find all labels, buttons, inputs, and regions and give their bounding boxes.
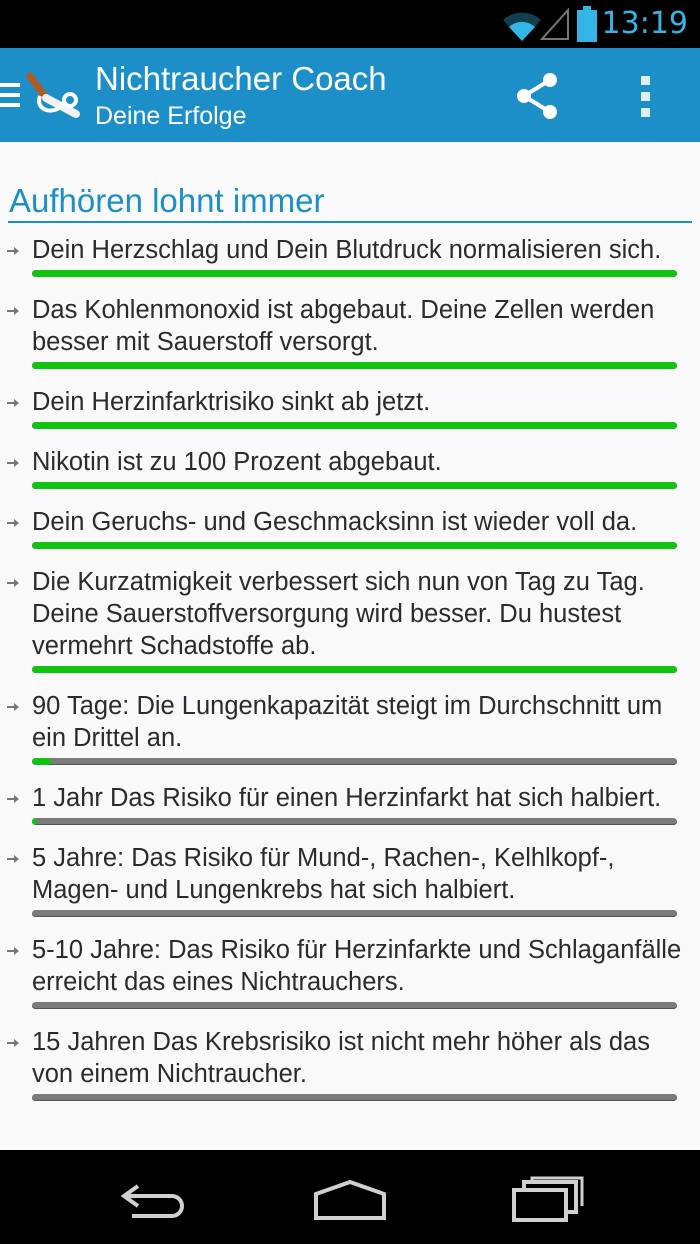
milestone-text: Nikotin ist zu 100 Prozent abgebaut. bbox=[32, 448, 442, 476]
milestone-item bbox=[0, 782, 700, 825]
milestone-text: 1 Jahr Das Risiko für einen Herzinfarkt hat sich halbiert. bbox=[32, 784, 662, 812]
arrow-right-icon bbox=[6, 306, 20, 316]
progress-fill bbox=[32, 270, 677, 277]
arrow-right-icon bbox=[6, 854, 20, 864]
progress-bar bbox=[32, 1002, 677, 1009]
status-time: 13:19 bbox=[601, 6, 688, 41]
progress-fill bbox=[32, 422, 677, 429]
progress-fill bbox=[32, 666, 677, 673]
milestone-text: Das Kohlenmonoxid ist abgebaut. Deine Zellen werden besser mit Sauerstoff versorgt. bbox=[32, 296, 655, 356]
arrow-right-icon bbox=[6, 458, 20, 468]
status-bar bbox=[0, 0, 700, 48]
navigation-bar bbox=[0, 1150, 700, 1244]
milestone-text: Dein Geruchs- und Geschmacksinn ist wieder voll da. bbox=[32, 508, 638, 536]
section-header: Aufhören lohnt immer bbox=[9, 182, 325, 219]
milestone-text: Dein Herzschlag und Dein Blutdruck normalisieren sich. bbox=[32, 236, 662, 264]
progress-bar bbox=[32, 270, 677, 277]
milestone-text: 5-10 Jahre: Das Risiko für Herzinfarkte und Schlaganfälle erreicht das eines Nichtrauchers. bbox=[32, 936, 682, 996]
app-title: Nichtraucher Coach bbox=[95, 60, 387, 97]
milestone-item bbox=[0, 1026, 700, 1101]
progress-bar bbox=[32, 910, 677, 917]
milestone-item bbox=[0, 934, 700, 1009]
drawer-menu-icon[interactable] bbox=[0, 82, 22, 108]
arrow-right-icon bbox=[6, 518, 20, 528]
milestone-item bbox=[0, 446, 700, 489]
recent-apps-icon[interactable] bbox=[512, 1176, 584, 1222]
arrow-right-icon bbox=[6, 398, 20, 408]
arrow-right-icon bbox=[6, 702, 20, 712]
milestone-item bbox=[0, 294, 700, 369]
progress-bar bbox=[32, 758, 677, 765]
progress-fill bbox=[32, 482, 677, 489]
progress-bar bbox=[32, 818, 677, 825]
progress-bar bbox=[32, 666, 677, 673]
arrow-right-icon bbox=[6, 1038, 20, 1048]
wifi-icon bbox=[502, 8, 542, 42]
action-bar bbox=[0, 48, 700, 142]
arrow-right-icon bbox=[6, 946, 20, 956]
milestone-item bbox=[0, 690, 700, 765]
app-subtitle: Deine Erfolge bbox=[95, 102, 247, 130]
progress-bar bbox=[32, 1094, 677, 1101]
progress-bar bbox=[32, 542, 677, 549]
battery-icon bbox=[577, 6, 597, 42]
overflow-menu-icon[interactable] bbox=[622, 66, 672, 126]
app-logo-icon[interactable] bbox=[24, 70, 84, 120]
signal-icon bbox=[540, 8, 570, 40]
milestone-text: 5 Jahre: Das Risiko für Mund-, Rachen-, Kelhlkopf-, Magen- und Lungenkrebs hat sich halbiert. bbox=[32, 844, 615, 904]
content-scroll-area[interactable] bbox=[0, 142, 700, 1150]
milestone-item bbox=[0, 506, 700, 549]
milestone-item bbox=[0, 386, 700, 429]
progress-fill bbox=[32, 818, 37, 825]
progress-fill bbox=[32, 758, 51, 765]
arrow-right-icon bbox=[6, 578, 20, 588]
progress-bar bbox=[32, 422, 677, 429]
milestone-text: 90 Tage: Die Lungenkapazität steigt im Durchschnitt um ein Drittel an. bbox=[32, 692, 663, 752]
milestone-item bbox=[0, 842, 700, 917]
share-icon[interactable] bbox=[508, 66, 568, 126]
milestone-item bbox=[0, 566, 700, 673]
milestone-list bbox=[0, 234, 700, 1118]
arrow-right-icon bbox=[6, 794, 20, 804]
progress-bar bbox=[32, 362, 677, 369]
milestone-text: Die Kurzatmigkeit verbessert sich nun von Tag zu Tag. Deine Sauerstoffversorgung wird besser. Du hustest vermehrt Schadstoffe ab. bbox=[32, 568, 645, 660]
progress-fill bbox=[32, 542, 677, 549]
back-icon[interactable] bbox=[120, 1180, 190, 1220]
milestone-text: 15 Jahren Das Krebsrisiko ist nicht mehr höher als das von einem Nichtraucher. bbox=[32, 1028, 650, 1088]
progress-bar bbox=[32, 482, 677, 489]
milestone-text: Dein Herzinfarktrisiko sinkt ab jetzt. bbox=[32, 388, 431, 416]
home-icon[interactable] bbox=[312, 1178, 388, 1220]
arrow-right-icon bbox=[6, 246, 20, 256]
progress-fill bbox=[32, 362, 677, 369]
milestone-item bbox=[0, 234, 700, 277]
section-divider bbox=[8, 221, 692, 223]
